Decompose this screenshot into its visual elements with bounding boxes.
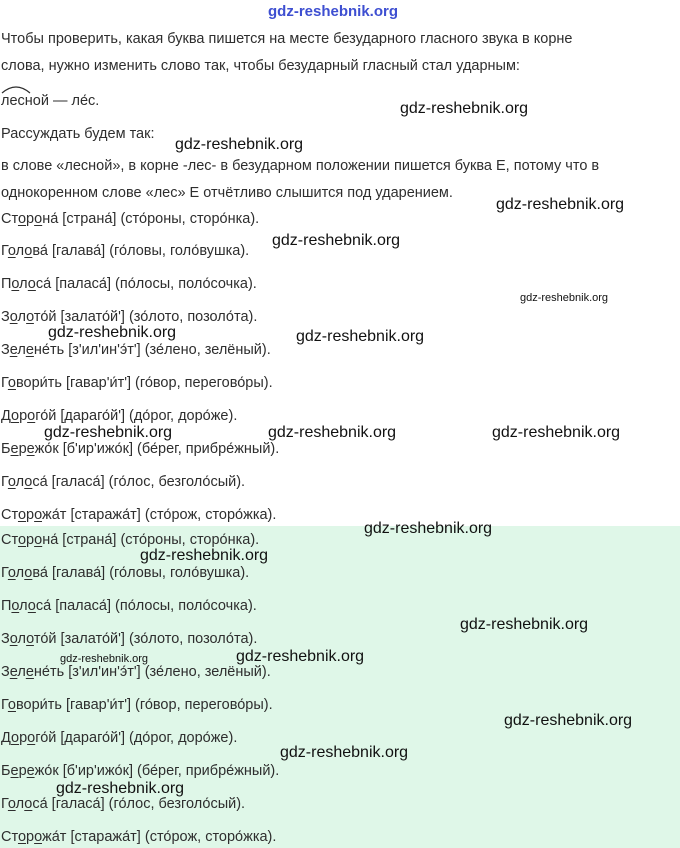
word-part: [гавар'и́т'] (го́вор, перегово́ры). — [61, 375, 273, 391]
unstressed-vowel: е — [26, 763, 35, 779]
word-part: на́ [страна́] (сто́роны, сторо́нка). — [42, 211, 260, 227]
word-part: Г — [1, 796, 8, 812]
watermark-text: gdz-reshebnik.org — [175, 136, 304, 153]
word-part: П — [1, 598, 12, 614]
word-part: Г — [1, 474, 8, 490]
watermark-text: gdz-reshebnik.org — [520, 292, 609, 304]
word-line — [1, 630, 257, 648]
watermark-text: gdz-reshebnik.org — [44, 424, 173, 441]
unstressed-vowel: о — [17, 829, 27, 845]
word-part: вори́ть — [15, 375, 62, 391]
word-line — [1, 473, 245, 491]
word-part: на́ [страна́] (сто́роны, сторо́нка). — [42, 532, 260, 548]
watermark-text: gdz-reshebnik.org — [492, 424, 621, 441]
unstressed-vowel: о — [34, 211, 43, 227]
word-part: Ст — [1, 211, 18, 227]
word-part: [гавар'и́т'] (го́вор, перегово́ры). — [61, 697, 273, 713]
word-part: П — [1, 276, 12, 292]
word-part: жо́к [б'ир'ижо́к] (бе́рег, прибре́жный). — [34, 763, 280, 779]
watermark-text: gdz-reshebnik.org — [236, 648, 365, 665]
word-part: р — [19, 730, 28, 746]
watermark-text: gdz-reshebnik.org — [56, 780, 185, 797]
unstressed-vowel: о — [11, 276, 20, 292]
word-part: са́ [галаса́] (го́лос, безголо́сый). — [32, 474, 246, 490]
word-part: л — [17, 664, 26, 680]
unstressed-vowel: о — [7, 565, 16, 581]
reasoning-line-2: однокоренном слове «лес» Е отчётливо слышится под ударением. — [1, 185, 453, 201]
word-part: Ст — [1, 532, 18, 548]
word-part: Г — [1, 375, 8, 391]
word-part: го́й [дараго́й'] (до́рог, доро́же). — [35, 408, 238, 424]
word-part: Г — [1, 565, 8, 581]
word-part: р — [26, 532, 35, 548]
word-part: л — [17, 309, 27, 325]
word-part: са́ [паласа́] (по́лосы, поло́сочка). — [35, 598, 257, 614]
word-part: не́ть [з'ил'ин'э́т'] (зе́лено, зелёный). — [33, 342, 271, 358]
unstressed-vowel: о — [7, 474, 16, 490]
word-part: Д — [1, 730, 11, 746]
word-part: Ст — [1, 507, 18, 523]
unstressed-vowel: е — [25, 664, 34, 680]
intro-line-1: Чтобы проверить, какая буква пишется на месте безударного гласного звука в корне — [1, 31, 573, 47]
word-part: го́й [дараго́й'] (до́рог, доро́же). — [35, 730, 238, 746]
word-part: З — [1, 631, 10, 647]
reasoning-line-1: в слове «лесной», в корне -лес- в безударном положении пишется буква Е, потому что в — [1, 158, 600, 174]
watermark-text: gdz-reshebnik.org — [296, 328, 425, 345]
intro-line-2: слова, нужно изменить слово так, чтобы безударный гласный стал ударным: — [1, 58, 520, 74]
word-line — [1, 275, 257, 293]
watermark-text: gdz-reshebnik.org — [460, 616, 589, 633]
unstressed-vowel: о — [24, 474, 33, 490]
word-line — [1, 564, 249, 582]
word-part: л — [17, 342, 26, 358]
example-line — [1, 92, 99, 110]
unstressed-vowel: о — [9, 309, 18, 325]
word-part: л — [15, 474, 25, 490]
unstressed-vowel: е — [25, 342, 34, 358]
unstressed-vowel: о — [10, 730, 20, 746]
unstressed-vowel: о — [17, 211, 27, 227]
unstressed-vowel: о — [27, 408, 36, 424]
example-rest: ной — ле́с. — [24, 93, 100, 109]
word-part: л — [19, 276, 28, 292]
word-line — [1, 597, 257, 615]
word-part: не́ть [з'ил'ин'э́т'] (зе́лено, зелёный). — [33, 664, 271, 680]
word-part: ва́ [галава́] (го́ловы, голо́вушка). — [32, 243, 250, 259]
word-part: са́ [галаса́] (го́лос, безголо́сый). — [32, 796, 246, 812]
unstressed-vowel: о — [34, 532, 43, 548]
header-watermark: gdz-reshebnik.org — [268, 3, 399, 20]
word-part: р — [18, 441, 27, 457]
word-part: жа́т [стаража́т] (сто́рож, сторо́жка). — [42, 507, 277, 523]
word-line — [1, 762, 279, 780]
unstressed-vowel: о — [17, 507, 27, 523]
unstressed-vowel: о — [7, 796, 16, 812]
watermark-text: gdz-reshebnik.org — [364, 520, 493, 537]
word-part: З — [1, 342, 10, 358]
word-part: р — [26, 829, 35, 845]
unstressed-vowel: о — [9, 631, 18, 647]
example-root: лес — [1, 93, 25, 109]
watermark-text: gdz-reshebnik.org — [60, 653, 149, 665]
unstressed-vowel: о — [17, 532, 27, 548]
watermark-text: gdz-reshebnik.org — [268, 424, 397, 441]
unstressed-vowel: о — [34, 829, 43, 845]
word-line — [1, 407, 237, 425]
unstressed-vowel: е — [9, 664, 18, 680]
word-part: л — [15, 796, 25, 812]
word-part: р — [26, 507, 35, 523]
word-part: са́ [паласа́] (по́лосы, поло́сочка). — [35, 276, 257, 292]
word-part: Б — [1, 441, 11, 457]
word-part: З — [1, 309, 10, 325]
unstressed-vowel: о — [7, 697, 16, 713]
word-line — [1, 341, 271, 359]
word-part: жо́к [б'ир'ижо́к] (бе́рег, прибре́жный). — [34, 441, 280, 457]
word-line — [1, 242, 249, 260]
word-part: л — [15, 565, 25, 581]
word-part: ва́ [галава́] (го́ловы, голо́вушка). — [32, 565, 250, 581]
unstressed-vowel: о — [7, 375, 16, 391]
word-part: жа́т [стаража́т] (сто́рож, сторо́жка). — [42, 829, 277, 845]
word-part: л — [19, 598, 28, 614]
unstressed-vowel: о — [27, 598, 36, 614]
word-part: р — [19, 408, 28, 424]
word-part: то́й [залато́й'] (зо́лото, позоло́та). — [33, 309, 258, 325]
watermark-text: gdz-reshebnik.org — [48, 324, 177, 341]
word-line — [1, 696, 273, 714]
unstressed-vowel: о — [10, 408, 20, 424]
unstressed-vowel: о — [24, 565, 33, 581]
word-part: л — [17, 631, 27, 647]
unstressed-vowel: е — [10, 441, 19, 457]
word-part: Г — [1, 243, 8, 259]
unstressed-vowel: о — [27, 276, 36, 292]
unstressed-vowel: е — [26, 441, 35, 457]
word-part: вори́ть — [15, 697, 62, 713]
word-part: Б — [1, 763, 11, 779]
word-part: З — [1, 664, 10, 680]
watermark-text: gdz-reshebnik.org — [496, 196, 625, 213]
unstressed-vowel: е — [10, 763, 19, 779]
word-line — [1, 828, 276, 846]
word-part: р — [18, 763, 27, 779]
word-part: Ст — [1, 829, 18, 845]
word-line — [1, 374, 273, 392]
unstressed-vowel: е — [9, 342, 18, 358]
word-line — [1, 729, 237, 747]
unstressed-vowel: о — [34, 507, 43, 523]
reasoning-head: Рассуждать будем так: — [1, 126, 155, 142]
watermark-text: gdz-reshebnik.org — [400, 100, 529, 117]
unstressed-vowel: о — [7, 243, 16, 259]
word-line — [1, 440, 279, 458]
unstressed-vowel: о — [27, 730, 36, 746]
word-line — [1, 210, 259, 228]
word-part: то́й [залато́й'] (зо́лото, позоло́та). — [33, 631, 258, 647]
word-part: л — [15, 243, 25, 259]
word-line — [1, 506, 276, 524]
watermark-text: gdz-reshebnik.org — [140, 547, 269, 564]
word-part: Д — [1, 408, 11, 424]
unstressed-vowel: о — [24, 243, 33, 259]
unstressed-vowel: о — [24, 796, 33, 812]
unstressed-vowel: о — [26, 309, 34, 325]
watermark-text: gdz-reshebnik.org — [272, 232, 401, 249]
watermark-text: gdz-reshebnik.org — [504, 712, 633, 729]
word-part: Г — [1, 697, 8, 713]
word-part: р — [26, 211, 35, 227]
unstressed-vowel: о — [11, 598, 20, 614]
watermark-text: gdz-reshebnik.org — [280, 744, 409, 761]
unstressed-vowel: о — [26, 631, 34, 647]
